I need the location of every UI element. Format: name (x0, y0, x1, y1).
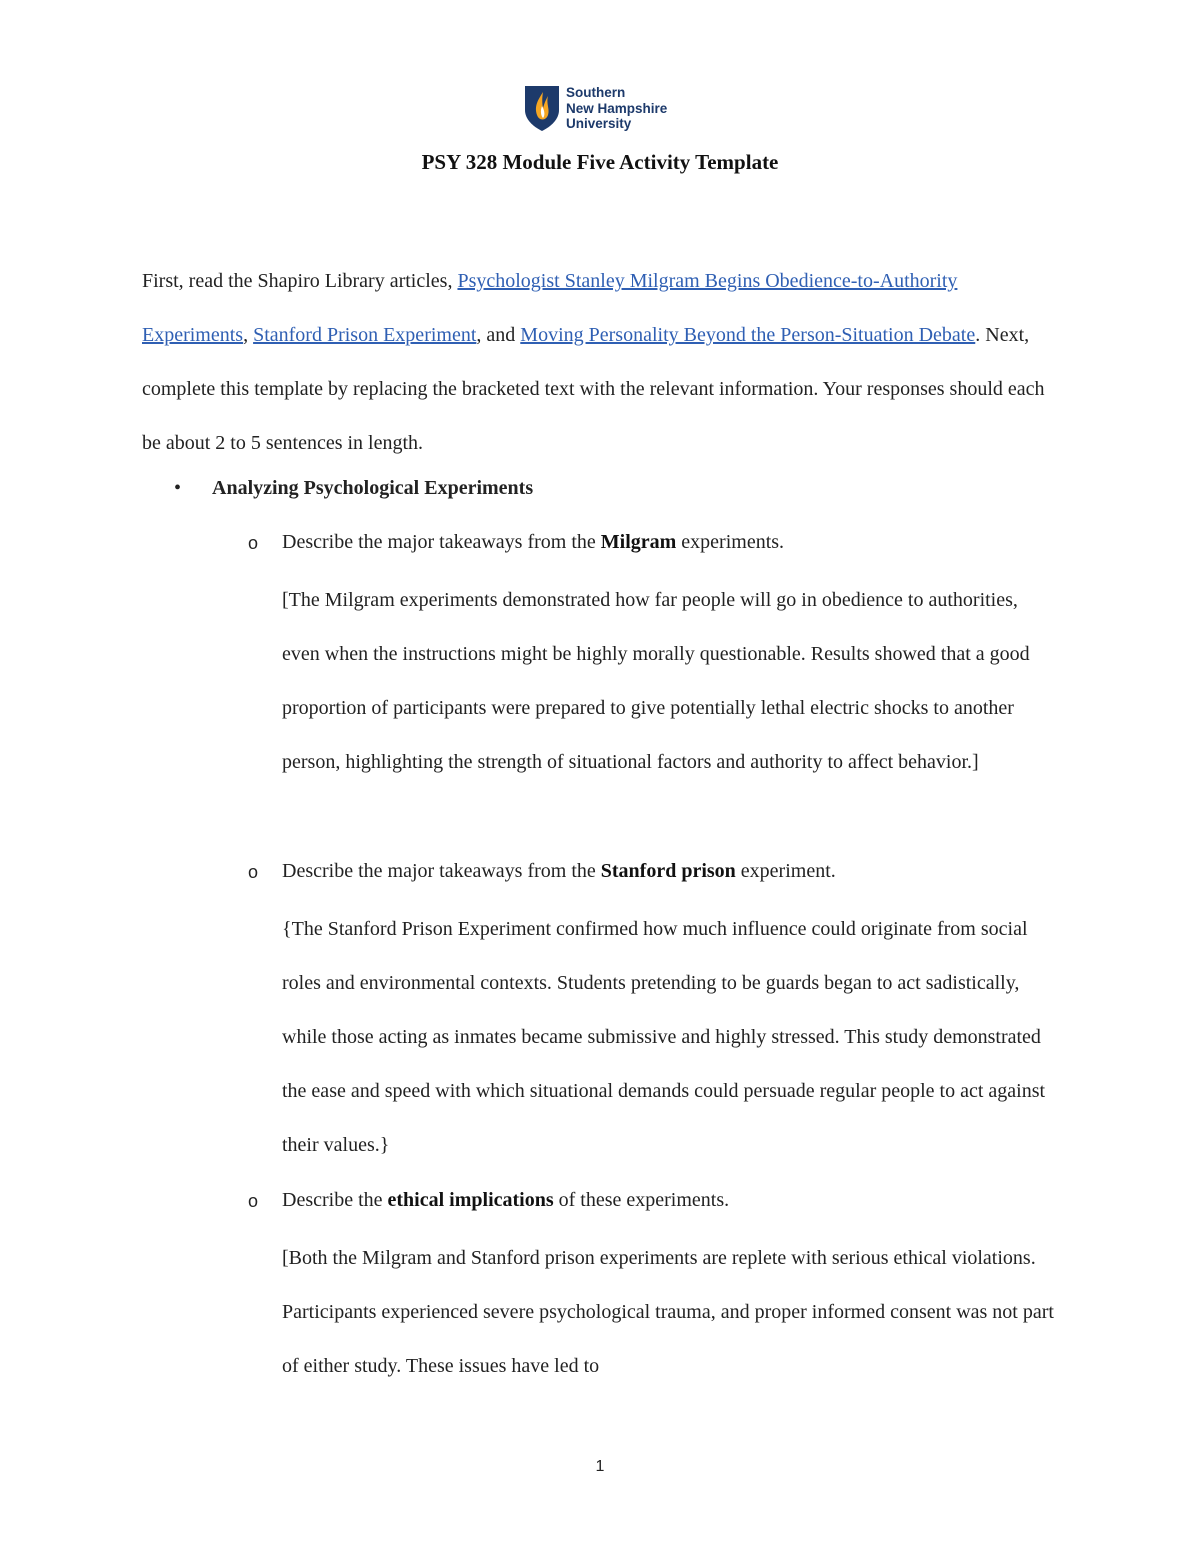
sub-bullet-marker: o (248, 862, 259, 882)
intro-text-after: . Next, complete this template by replacing the bracketed text with the relevant information. Your responses should each be about 2 to 5 sentences in length. (142, 324, 1045, 454)
intro-paragraph (142, 254, 1062, 470)
university-logo (522, 84, 702, 134)
sub-bullet-marker: o (248, 1191, 259, 1211)
page-number: 1 (595, 1458, 605, 1475)
intro-text-before: First, read the Shapiro Library articles, (142, 270, 458, 292)
question-stanford (282, 855, 836, 887)
question-text: Describe the (282, 1189, 388, 1211)
logo-line-2: New Hampshire (566, 100, 668, 116)
question-bold-term: Stanford prison (600, 860, 736, 882)
question-text: Describe the major takeaways from the (282, 860, 601, 882)
question-bold-term: ethical implications (387, 1189, 554, 1211)
intro-separator-2: , and (476, 324, 521, 346)
link-stanford-article[interactable]: Stanford Prison Experiment (253, 324, 477, 346)
question-bold-term: Milgram (600, 531, 677, 553)
question-milgram (282, 526, 784, 558)
logo-wordmark (566, 85, 667, 132)
section-heading: Analyzing Psychological Experiments (212, 477, 534, 499)
logo-line-1: Southern (566, 85, 626, 100)
document-title: PSY 328 Module Five Activity Template (421, 150, 779, 174)
link-personality-article[interactable]: Moving Personality Beyond the Person-Situation Debate (520, 324, 976, 346)
answer-ethics: [Both the Milgram and Stanford prison experiments are replete with serious ethical violations. Participants experienced severe psychological trauma, and proper informed consent was not part of either study. These issues have led to (282, 1247, 1054, 1377)
flame-shield-icon (522, 84, 562, 132)
sub-bullet-marker: o (248, 533, 259, 553)
bullet-icon: • (174, 477, 182, 499)
answer-stanford: {The Stanford Prison Experiment confirmed how much influence could originate from social roles and environmental contexts. Students pretending to be guards began to act sadistically, while those acting as inmates became submissive and highly stressed. This study demonstrated the ease and speed with which situational demands could persuade regular people to act against their values.} (282, 918, 1046, 1156)
question-text: experiments. (676, 531, 785, 553)
answer-milgram: [The Milgram experiments demonstrated how far people will go in obedience to authorities, even when the instructions might be highly morally questionable. Results showed that a good proportion of participants were prepared to give potentially lethal electric shocks to another person, highlighting the strength of situational factors and authority to affect behavior.] (282, 589, 1030, 773)
question-text: Describe the major takeaways from the (282, 531, 601, 553)
question-ethics (282, 1184, 729, 1216)
question-text: of these experiments. (553, 1189, 730, 1211)
intro-separator-1: , (243, 324, 254, 346)
logo-line-3: University (566, 116, 632, 131)
link-milgram-article[interactable]: Psychologist Stanley Milgram Begins Obedience-to-Authority Experiments (142, 270, 958, 346)
question-text: experiment. (735, 860, 836, 882)
